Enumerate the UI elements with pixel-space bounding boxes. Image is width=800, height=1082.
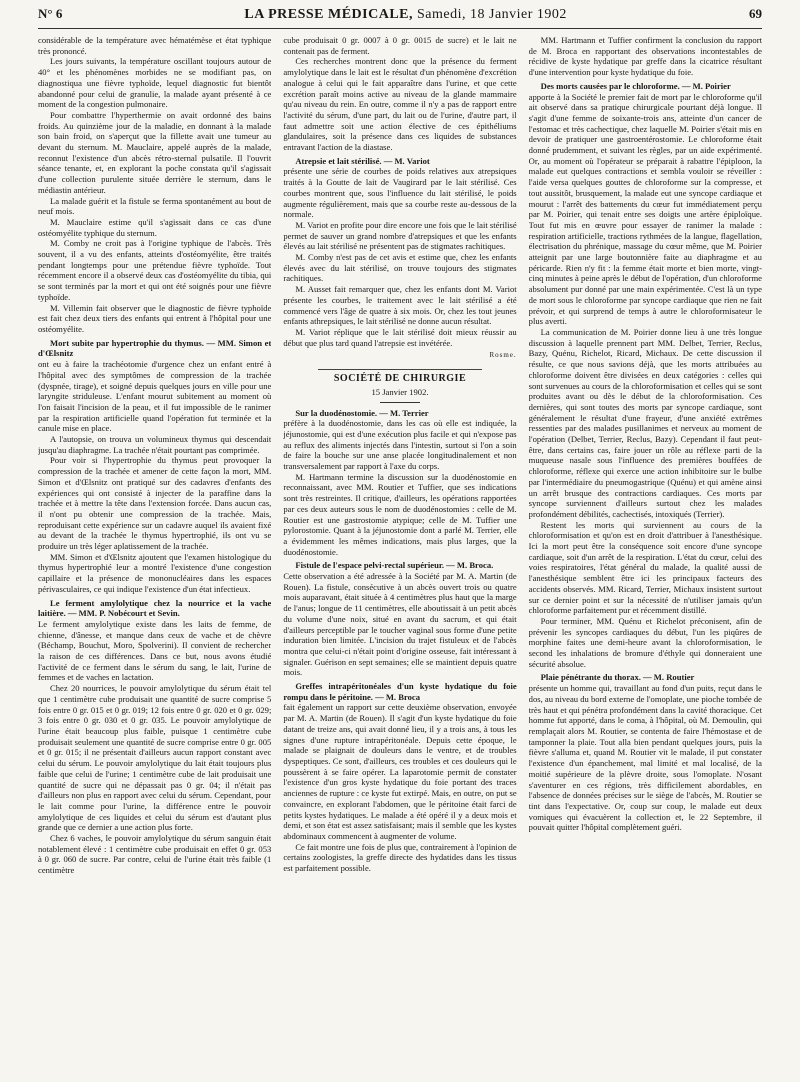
paragraph: La communication de M. Poirier donne lieu à une très longue discussion à laquelle prennent part MM. Delbet, Terrier, Reclus, Bazy, Quénu, Richelot, Ricard, Michaux. De cette discussion il résulte, ce que nous savions déjà, que les morts attribuées au chloroforme doivent être divisées en deux catégories : celles qui sont survenues au cours de la chloroformisation et celles qui se sont produites avant ou dès le début de la chloroformisation. Ces dernières, qui sont toutes des morts par syncope cardiaque, sont généralement le résultat d'une frayeur, d'une anxiété extrêmes ressenties par des malades pusillanimes et nerveux au moment de l'opération (Delbet, Terrier, Reclus, Bazy). Cependant il faut peut-être, dans certains cas, faire jouer un rôle au réflexe parti de la muqueuse nasale sous l'influence des premières bouffées de chloroforme, réflexe qui exerce une action inhibitoire sur le bulbe par l'intermédiaire du pneumogastrique (Quénu) et qui amène ainsi un arrêt brusque des contractions cardiaques. Ces morts par syncope surviennent d'ailleurs surtout chez les malades profondément débilités, cachectisés, intoxiqués (Terrier). xyxy=(528,326,762,519)
paragraph: Pour terminer, MM. Quénu et Richelot préconisent, afin de prévenir les syncopes cardiaques du début, l'un les piqûres de morphine faites une demi-heure avant la chloroformisation, le second les inhalations de bromure d'éthyle qui donneraient une sécurité absolue. xyxy=(528,615,762,669)
page-number: 69 xyxy=(748,6,762,21)
paragraph: Pour combattre l'hyperthermie on avait ordonné des bains froids. Au quinzième jour de la maladie, en donnant à la malade son bain froid, on s'aperçut que la fillette avait une tumeur au devant du sternum. M. Mauclaire, appelé auprès de la malade, reconnut l'existence d'un abcès rétro-sternal pulsatile. Il l'ouvrit séance tenante, et, en explorant la poche constata qu'il s'agissait d'une collection purulente située derrière le sternum, dans le médiastin antérieur. xyxy=(38,109,272,195)
article-heading: Des morts causées par le chloroforme. — M. Poirier xyxy=(540,80,731,91)
section-date: 15 Janvier 1902. xyxy=(371,386,429,397)
paragraph: présente une série de courbes de poids relatives aux atrepsiques traités à la Goutte de lait de Vaugirard par le lait stérilisé. Ces courbes montrent que, sous l'influence du lait stérilisé, le poids augmente régulièrement, mais que sa courbe reste au-dessous de la normale. xyxy=(283,166,517,220)
article-heading: Sur la duodénostomie. — M. Terrier xyxy=(295,407,429,418)
paragraph: Le ferment amylolytique existe dans les laits de femme, de chienne, d'ânesse, et manque dans ceux de vache et de chèvre (Béchamp, Bouchut, Moro, Spolverini). Il convient de rechercher la raison de ces différences. Dans ce but, nous avons étudié l'activité de ce ferment dans le sérum du sang, le lait, l'urine de femmes et de vaches en lactation. xyxy=(38,618,272,683)
columns xyxy=(38,35,762,1075)
paragraph: M. Comby ne croit pas à l'origine typhique de l'abcès. Très souvent, il a vu des enfants, atteints d'ostéomyélite, être traités pendant longtemps pour une prétendue fièvre typhoïde. Tout récemment encore il a observé deux cas d'ostéomyélite du tibia, qui se sont terminés par la mort et qui ont été soignés pour une fièvre typhoïde. xyxy=(38,238,272,302)
paragraph: ont eu à faire la trachéotomie d'urgence chez un enfant entré à l'hôpital avec des symptômes de compression de la trachée (dyspnée, tirage), et soigné depuis quelques jours en ville pour une laryngite striduleuse. L'enfant mourut subitement au moment où l'on faisait l'incision de la peau, et il fut impossible de le ranimer par la respiration artificielle quand l'opération fut terminée et la canule mise en place. xyxy=(38,359,272,434)
article-heading: Fistule de l'espace pelvi-rectal supérieur. — M. Brocа. xyxy=(295,560,494,571)
masthead-title xyxy=(244,7,567,23)
section-divider-short xyxy=(380,402,420,403)
article-heading: Atrepsie et lait stérilisé. — M. Variot xyxy=(295,155,430,166)
article-heading: Greffes intrapéritonéales d'un kyste hydatique du foie rompu dans le péritoine. — M. Broca xyxy=(283,681,517,702)
paragraph: Cette observation a été adressée à la Société par M. A. Martin (de Rouen). La fistule, consécutive à un abcès ouvert trois ou quatre mois auparavant, était située à 4 centimètres plus haut que la marge de l'anus; longue de 11 centimètres, elle aboutissait à un petit abcès du volume d'une noix, situé en avant du sacrum, et qui était d'ailleurs perceptible par le toucher vaginal sous forme d'une petite induration bien limitée. L'incision du trajet fistuleux et de l'abcès montra que celui-ci n'était point d'origine osseuse, fait intéressant à signaler. Guérison en sept semaines; elle se maintient depuis quatre mois. xyxy=(283,571,517,678)
paragraph: considérable de la température avec hématémèse et état typhique très prononcé. xyxy=(38,35,272,56)
column-left xyxy=(38,35,271,1075)
article-heading: Plaie pénétrante du thorax. — M. Routier xyxy=(540,672,695,683)
paragraph: M. Comby n'est pas de cet avis et estime que, chez les enfants élevés avec du lait stérilisé, on trouve toujours des stigmates rachitiques. xyxy=(283,252,517,284)
author-signature: Rosme. xyxy=(489,351,517,360)
paragraph: M. Mauclaire estime qu'il s'agissait dans ce cas d'une ostéomyélite typhique du sternum. xyxy=(38,216,272,238)
paragraph: apporte à la Société le premier fait de mort par le chloroforme qu'il ait observé dans sa pratique chirurgicale pourtant déjà longue. Il s'agit d'une femme de soixante-trois ans, atteinte d'un cancer de l'estomac et très cachectique, chez laquelle M. Poirier s'était mis en devoir de pratiquer une gastroentérostomie. Le chloroforme était donné prudemment, et suivant les règles, par un aide expérimenté. Or, au moment où l'opérateur se préparait à rabattre l'épiploon, la malade eut quelques contractions et sembla vouloir se réveiller : l'aide versa quelques gouttes de chloroforme sur la compresse, et tout aussitôt, brusquement, la malade eut une syncope cardiaque et mourut : l'arrêt des battements du cœur fut immédiatement perçu par M. Poirier, qui tenait entre ses doigts une artère épiploïque. Tout fut mis en œuvre pour essayer de ranimer la malade : respiration artificielle, tractions rythmées de la langue, flagellation, électrisation du phrénique, massage du cœur même, que M. Poirier atteignit par une large boutonnière faite au diaphragme et au péricarde. Rien n'y fit : la femme était morte et bien morte, vingt-cinq minutes à peine après le début de l'opération, d'un chloroforme absolument pur donné par une main expérimentée. C'est là un type de mort sous le chloroforme par syncope cardiaque que rien ne fait prévoir, et qui surprend de temps à autre le chloroformisateur le plus averti. xyxy=(528,91,762,327)
section-title: SOCIÉTÉ DE CHIRURGIE xyxy=(333,373,467,385)
article-heading: Mort subite par hypertrophie du thymus. — MM. Simon et d'Œlsnitz xyxy=(38,337,272,359)
paragraph: M. Ausset fait remarquer que, chez les enfants dont M. Variot présente les courbes, le traitement avec le lait stérilisé a été commencé vers l'âge de quatre à six mois. Or, chez les tout jeunes enfants athrepsiques, le lait stérilisé ne donne aucun résultat. xyxy=(283,284,517,327)
masthead-name: LA PRESSE MÉDICALE, xyxy=(244,7,413,22)
paragraph: Chez 6 vaches, le pouvoir amylolytique du sérum sanguin était notablement élevé : 1 centimètre cube produisait en effet 0 gr. 053 à 0 gr. 060 de sucre. Par contre, celui de l'urine était très faible (1 centimètre xyxy=(38,833,272,876)
paragraph: MM. Hartmann et Tuffier confirment la conclusion du rapport de M. Broca en rapportant des observations incontestables de récidive de kyste hydatique par greffe dans la cicatrice résultant d'une intervention pour kyste hydatique du foie. xyxy=(528,35,762,78)
column-right xyxy=(529,35,762,1075)
paragraph: M. Variot en profite pour dire encore une fois que le lait stérilisé permet de sauver un grand nombre d'atrepsiques et que les enfants élevés au lait stérilisé ne présentent pas de stigmates rachitiques. xyxy=(283,219,517,252)
page-header xyxy=(38,6,762,29)
paragraph: Ce fait montre une fois de plus que, contrairement à l'opinion de certains zoologistes, la greffe directe des hydatides dans les tissus est parfaitement possible. xyxy=(283,841,517,874)
issue-number: N° 6 xyxy=(38,6,63,21)
paragraph: La malade guérit et la fistule se ferma spontanément au bout de neuf mois. xyxy=(38,195,272,217)
paragraph: fait également un rapport sur cette deuxième observation, envoyée par M. A. Martin (de Rouen). Il s'agit d'un kyste hydatique du foie datant de treize ans, qui avait donné lieu, il y a trois ans, à tous les signes d'une rupture intrapéritonéale. Depuis cette époque, le malade se plaignait de douleurs dans le ventre, et de troubles dyspeptiques. Ce sont, d'ailleurs, ces troubles et ces douleurs qui le poussèrent à se faire opérer. La laparotomie permit de constater l'existence d'un gros kyste hydatique du foie portant des traces anciennes de rupture : ce kyste fut extirpé. Mais, en outre, on put se convaincre, en explorant l'abdomen, que le péritoine était farci de petits kystes hydatiques. Le malade a été opéré il y a deux mois et demi, et son état est assez satisfaisant; mais il semble que les kystes abdominaux commencent à augmenter de volume. xyxy=(283,702,517,841)
paragraph: cube produisait 0 gr. 0007 à 0 gr. 0015 de sucre) et le lait ne contenait pas de ferment. xyxy=(283,35,517,56)
paragraph: présente un homme qui, travaillant au fond d'un puits, reçut dans le dos, au niveau du bord externe de l'omoplate, une pioche tombée de très haut et qui pénétra profondément dans la cavité thoracique. Cet homme fut apporté, dans le coma, à l'hôpital, où M. Demoulin, qui remplaçait alors M. Routier, se contenta de faire l'hémostase et de tamponner la plaie. Tout alla bien pendant quelques jours, puis la fièvre s'alluma et, quand M. Routier vit le malade, il put constater l'existence d'un épanchement, mal limité et mal localisé, de la moitié supérieure de la plèvre droite, sous l'omoplate. N'osant s'aventurer en ces régions, très difficilement abordables, en l'absence de données précises sur le siège de l'abcès, M. Routier se tint dans l'expectative. Or, coup sur coup, le malade eut deux vomiques qui évacuèrent la collection et, le 22 Septembre, il pouvait quitter l'hôpital complètement guéri. xyxy=(528,683,762,833)
paragraph: M. Variot réplique que le lait stérilisé doit mieux réussir au début que plus tard quand l'atrepsie est invétérée. xyxy=(283,326,517,348)
paragraph: Chez 20 nourrices, le pouvoir amylolytique du sérum était tel que 1 centimètre cube produisait une quantité de sucre comprise 5 fois entre 0 gr. 015 et 0 gr. 019; 12 fois entre 0 gr. 020 et 0 gr. 029; 3 fois entre 0 gr. 030 et 0 gr. 035. Le pouvoir amylolytique de l'urine était beaucoup plus faible, puisque 1 centimètre cube produisait seulement une quantité de sucre comprise entre 0 gr. 005 et 0 gr. 015; il ne présentait d'ailleurs aucun rapport constant avec celui du sérum. Le pouvoir amylolytique du lait était toujours plus faible que celui de l'urine; 1 centimètre cube de lait produisait une quantité de sucre qui ne dépassait pas 0 gr. 04; il n'était pas d'ailleurs non plus en rapport avec celui du sérum. Cependant, pour le lait comme pour l'urine, la différence entre le pouvoir amylolytique de ces liquides et celui du sérum est d'autant plus grande que ce dernier a une action plus forte. xyxy=(38,683,272,833)
paragraph: M. Villemin fait observer que le diagnostic de fièvre typhoïde est fait chez deux tiers des enfants qui entrent à l'hôpital pour une ostéomyélite. xyxy=(38,302,272,334)
paragraph: Restent les morts qui surviennent au cours de la chloroformisation et qu'on est en droit d'attribuer à l'anesthésique. Ici la mort peut être la conséquence soit encore d'une syncope cardiaque, soit d'un arrêt de la respiration. L'état du cœur, celui des voies respiratoires, l'état général du malade, la qualité aussi de l'anesthésique semblent être ici les principaux facteurs des accidents observés. MM. Ricard, Terrier, Michaux insistent surtout sur ce dernier point et sur la nécessité de n'utiliser jamais qu'un chloroforme parfaitement pur et récemment distillé. xyxy=(528,519,762,616)
paragraph: A l'autopsie, on trouva un volumineux thymus qui descendait jusqu'au diaphragme. La trachée n'était pourtant pas comprimée. xyxy=(38,434,272,455)
paragraph: Pour voir si l'hypertrophie du thymus peut provoquer la compression de la trachée et amener de cette façon la mort, MM. Simon et d'Œlsnitz ont pratiqué sur des cadavres d'enfants des expériences qui ont consisté à injecter de la paraffine dans la trachée et à mettre la tête dans l'extension forcée. Dans aucun cas, il n'ont pu obtenir une compression de la trachée. Mais, reproduisant cette expérience sur un cadavre auquel ils avaient fixé au devant de la trachée le thymus hypertrophié, ils ont vu se produire un très léger aplatissement de la trachée. xyxy=(38,455,272,552)
article-heading: Le ferment amylolytique chez la nourrice et la vache laitière. — MM. P. Nobécourt et Sevin. xyxy=(38,597,272,619)
column-middle xyxy=(283,35,516,1075)
paragraph: MM. Simon et d'Œlsnitz ajoutent que l'examen histologique du thymus hypertrophié leur a montré l'existence d'une congestion capillaire et la présence de mononucléaires dans les espaces périvasculaires, ce qui indique l'existence d'un état infectieux. xyxy=(38,551,272,594)
section-divider xyxy=(318,369,481,370)
paragraph: préfère à la duodénostomie, dans les cas où elle est indiquée, la jéjunostomie, qui est d'une exécution plus facile et qui n'expose pas au reflux des aliments injectés dans l'intestin, surtout si l'on a soin de faire la bouche sur une anse placée longitudinalement et non transversalement par rapport à l'axe du corps. xyxy=(283,418,517,472)
paragraph: Les jours suivants, la température oscillant toujours autour de 40° et les phénomènes morbides ne se modifiant pas, on diagnostiqua une fièvre typhoïde, lequel diagnostic fut bientôt abandonné pour celui de granulie, la malade ayant présenté à ce moment de la congestion pulmonaire. xyxy=(38,56,272,110)
paragraph: M. Hartmann termine la discussion sur la duodénostomie en reconnaissant, avec MM. Routier et Tuffier, que ses indications sont très restreintes. Il critique, d'ailleurs, les opérations rapportées par ces deux auteurs sous le nom de duodénostomies : celle de M. Routier est une gastrostomie atypique; celle de M. Tuffier une pylorostomie. Quant à la jéjunostomie dont a parlé M. Terrier, elle a évidemment les mêmes indications, mais plus larges, que la duodénostomie. xyxy=(283,471,517,557)
paragraph: Ces recherches montrent donc que la présence du ferment amylolytique dans le lait est le résultat d'un phénomène d'excrétion analogue à celui qui le fait apparaître dans l'urine, et que cette excrétion paraît moins active au niveau de la glande mammaire qu'au niveau du rein. En outre, comme il n'y a pas de rapport entre l'activité du sérum, d'une part, du lait ou de l'urine, d'autre part, il faut admettre soit une action élective de ces épithéliums glandulaires, soit la présence dans ces liquides de substances entravant l'action de la diastase. xyxy=(283,56,517,153)
masthead-date: Samedi, 18 Janvier 1902 xyxy=(417,7,567,22)
